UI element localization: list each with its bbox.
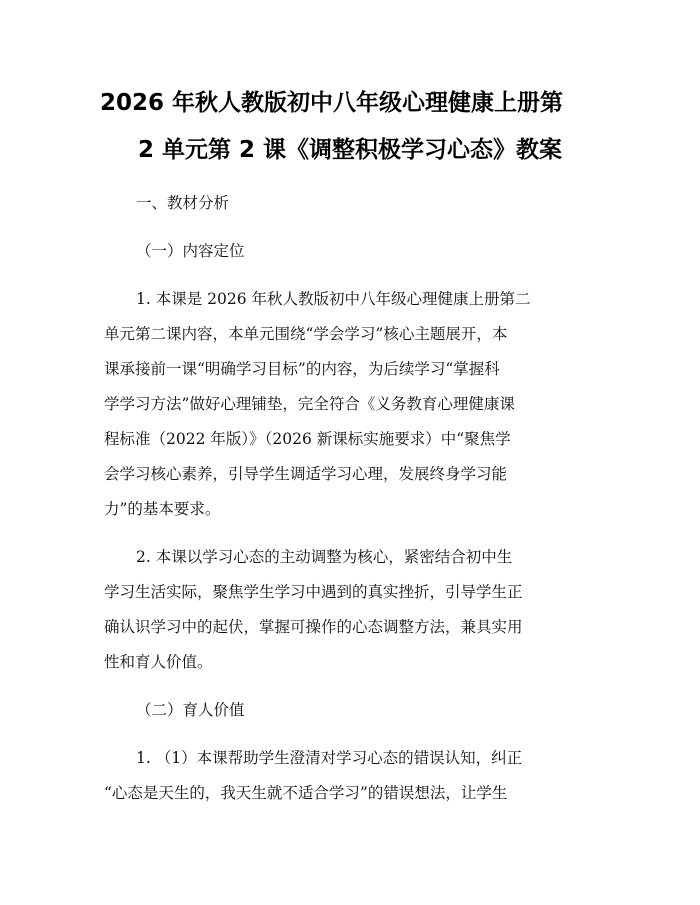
paragraph-line: 课承接前一课“明确学习目标”的内容，为后续学习“掌握科 (104, 360, 500, 378)
paragraph-line: 学习生活实际，聚焦学生学习中遇到的真实挫折，引导学生正 (104, 583, 523, 601)
paragraph-line: 确认识学习中的起伏，掌握可操作的心态调整方法，兼具实用 (104, 618, 523, 636)
document-title-line-2: 2 单元第 2 课《调整积极学习心态》教案 (137, 137, 563, 163)
paragraph-line: 学学习方法”做好心理铺垫，完全符合《义务教育心理健康课 (104, 395, 515, 413)
paragraph-line: 性和育人价值。 (104, 653, 213, 671)
paragraph-line: 力”的基本要求。 (104, 500, 221, 518)
paragraph-line: 单元第二课内容，本单元围绕“学会学习”核心主题展开，本 (104, 325, 508, 343)
paragraph-line: 会学习核心素养，引导学生调适学习心理，发展终身学习能 (104, 465, 508, 483)
document-title-line-1: 2026 年秋人教版初中八年级心理健康上册第 (100, 90, 564, 116)
paragraph-line: “心态是天生的，我天生就不适合学习”的错误想法，让学生 (104, 784, 508, 802)
paragraph-line: 1. 本课是 2026 年秋人教版初中八年级心理健康上册第二 (136, 290, 531, 308)
subsection-heading-educational-value: （二）育人价值 (136, 701, 245, 719)
section-heading-textbook-analysis: 一、教材分析 (136, 194, 230, 212)
paragraph-line: 2. 本课以学习心态的主动调整为核心，紧密结合初中生 (136, 548, 513, 566)
paragraph-line: 1. （1）本课帮助学生澄清对学习心态的错误认知，纠正 (136, 749, 523, 767)
paragraph-line: 程标准（2022 年版）》（2026 新课标实施要求）中“聚焦学 (104, 430, 511, 448)
subsection-heading-content-positioning: （一）内容定位 (136, 242, 245, 260)
